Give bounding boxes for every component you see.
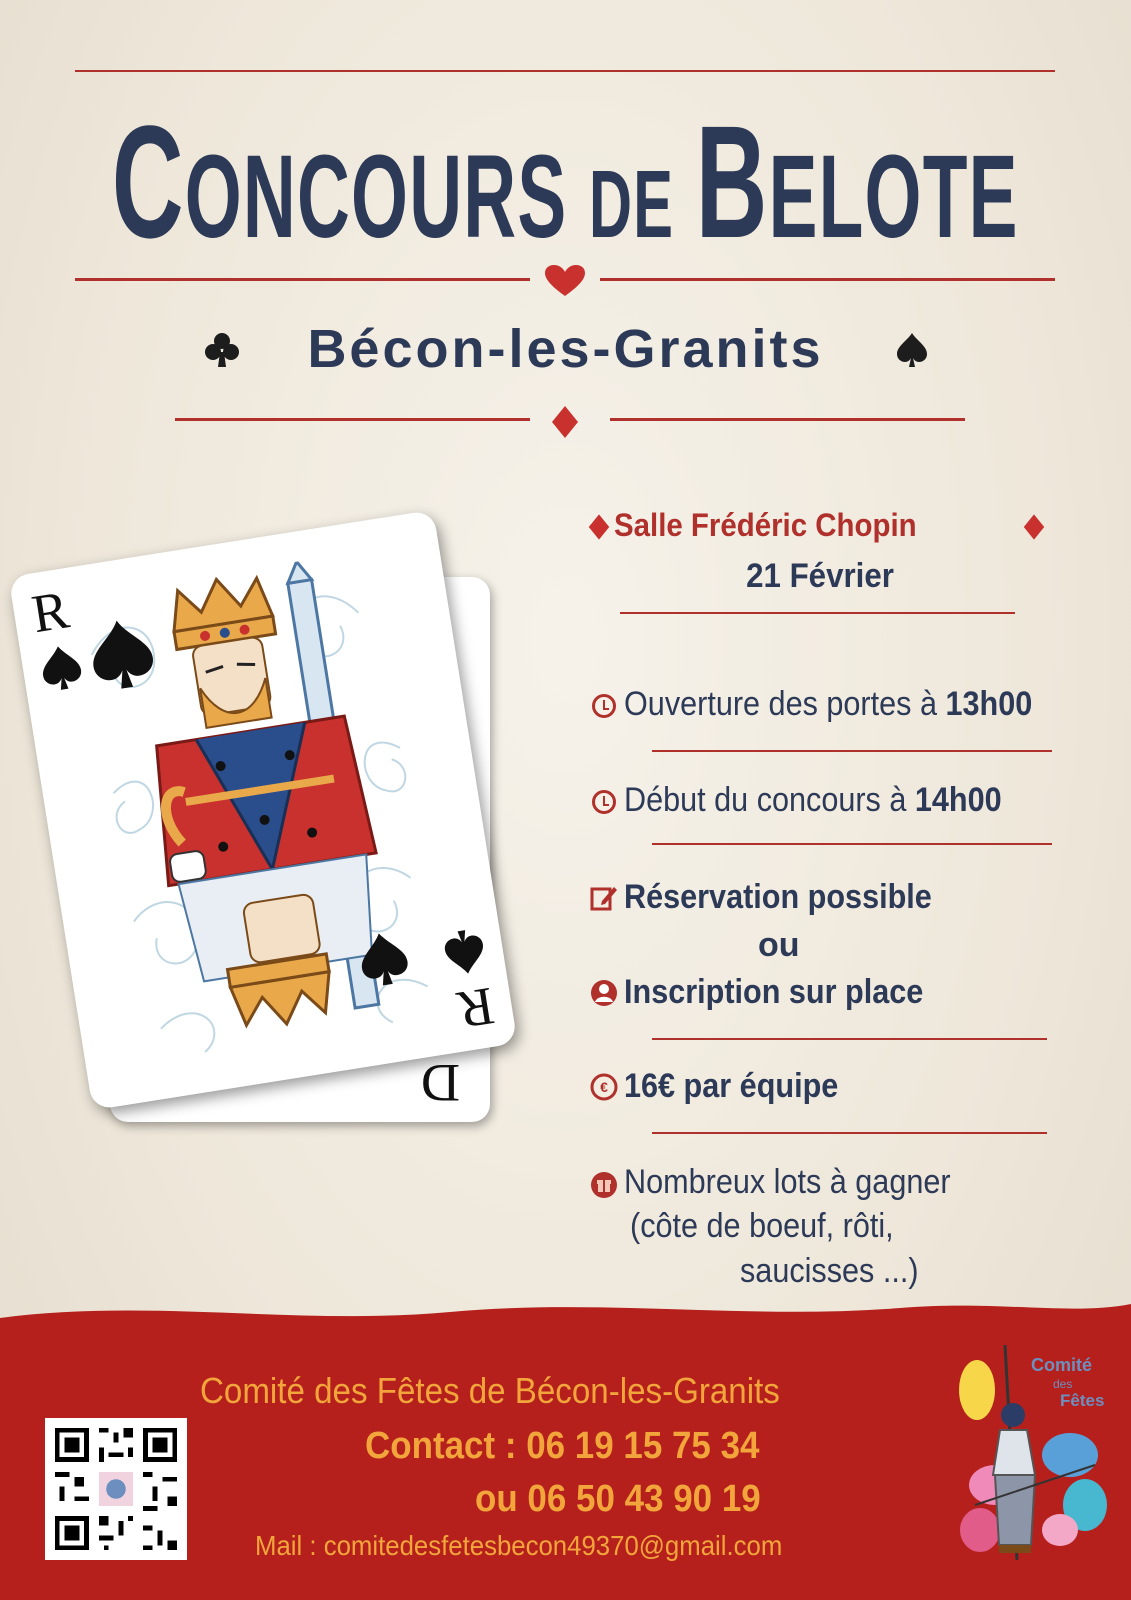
info-rule-5 xyxy=(652,1132,1047,1134)
card-rank-bottom: R xyxy=(453,975,499,1041)
title-rule-right xyxy=(600,278,1055,281)
info-rule-3 xyxy=(652,843,1052,845)
organizer-name: Comité des Fêtes de Bécon-les-Granits xyxy=(200,1370,780,1411)
reservation: Réservation possible xyxy=(624,878,932,916)
euro-icon xyxy=(590,1073,618,1101)
town-rule-left xyxy=(175,418,530,421)
top-rule xyxy=(75,70,1055,72)
prizes-line-1: Nombreux lots à gagner xyxy=(624,1163,951,1201)
contact-phone-2[interactable]: ou 06 50 43 90 19 xyxy=(475,1478,761,1520)
heart-icon xyxy=(543,264,587,298)
playing-card-king xyxy=(8,510,517,1111)
contest-start: Début du concours à 14h00 xyxy=(624,781,1002,819)
clock-icon xyxy=(592,790,616,814)
edit-icon xyxy=(590,885,618,911)
venue: Salle Frédéric Chopin xyxy=(614,507,917,543)
info-rule-1 xyxy=(620,612,1015,614)
info-rule-2 xyxy=(652,750,1052,752)
info-rule-4 xyxy=(652,1038,1047,1040)
organizer-logo-icon xyxy=(955,1345,1115,1565)
town-name: Bécon-les-Granits xyxy=(307,319,824,379)
card-rank-top: R xyxy=(27,579,73,645)
contact-email[interactable]: Mail : comitedesfetesbecon49370@gmail.com xyxy=(255,1530,783,1561)
user-icon xyxy=(590,979,618,1007)
diamond-icon xyxy=(588,513,610,541)
price: 16€ par équipe xyxy=(624,1067,839,1105)
diamond-icon xyxy=(551,405,579,439)
contact-phone-1[interactable]: Contact : 06 19 15 75 34 xyxy=(365,1425,760,1467)
doors-opening: Ouverture des portes à 13h00 xyxy=(624,685,1033,723)
page-title: CONCOURS DE BELOTE xyxy=(112,92,1019,271)
qr-code[interactable] xyxy=(45,1418,187,1560)
logo-text-1: Comité xyxy=(1031,1355,1093,1375)
onsite-registration: Inscription sur place xyxy=(624,973,924,1011)
spade-icon xyxy=(895,332,929,368)
qr-code-icon xyxy=(45,1418,187,1560)
organizer-logo xyxy=(955,1345,1115,1565)
town-rule-right xyxy=(610,418,965,421)
clock-icon xyxy=(592,694,616,718)
logo-text-2: des xyxy=(1053,1377,1073,1391)
prizes-line-2: (côte de boeuf, rôti, xyxy=(630,1207,894,1245)
logo-text-3: Fêtes xyxy=(1060,1391,1105,1410)
spade-icon xyxy=(36,642,87,694)
title-rule-left xyxy=(75,278,530,281)
diamond-icon xyxy=(1023,513,1045,541)
or-text: ou xyxy=(758,926,800,964)
svg-text:€: € xyxy=(600,1079,608,1095)
spade-icon xyxy=(439,926,490,978)
event-date: 21 Février xyxy=(746,557,894,595)
prizes-line-3: saucisses ...) xyxy=(740,1252,919,1290)
king-illustration xyxy=(72,549,453,1072)
gift-icon xyxy=(590,1171,618,1199)
card-back-rank: D xyxy=(421,1053,460,1113)
